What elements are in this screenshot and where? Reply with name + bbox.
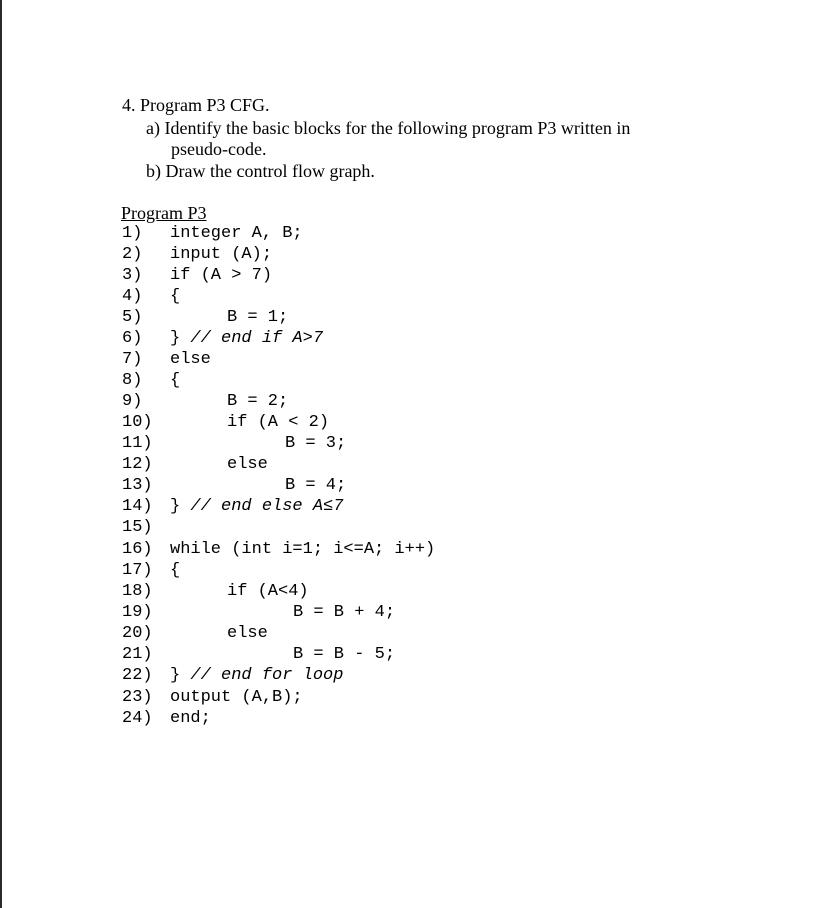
code-text: input (A);	[170, 245, 273, 264]
code-comment: // end for loop	[190, 666, 344, 685]
line-number: 12)	[122, 455, 153, 474]
line-number: 22)	[122, 666, 153, 685]
line-number: 5)	[122, 308, 143, 327]
line-number: 16)	[122, 540, 153, 559]
code-text: output (A,B);	[170, 688, 303, 707]
code-text	[170, 329, 323, 348]
line-number: 24)	[122, 709, 153, 728]
question-title: 4. Program P3 CFG.	[122, 95, 270, 115]
code-text: B = 3;	[285, 434, 347, 453]
line-number: 6)	[122, 329, 143, 348]
code-text: B = 2;	[227, 392, 289, 411]
page-left-edge	[0, 0, 2, 908]
question-part-a-line1: a) Identify the basic blocks for the following program P3 written in	[146, 118, 631, 138]
line-number: 8)	[122, 371, 143, 390]
code-text: integer A, B;	[170, 224, 303, 243]
code-brace: }	[170, 497, 191, 516]
code-text: end;	[170, 709, 211, 728]
code-text: if (A<4)	[227, 582, 309, 601]
code-brace: }	[170, 329, 191, 348]
line-number: 18)	[122, 582, 153, 601]
line-number: 17)	[122, 561, 153, 580]
code-text: while (int i=1; i<=A; i++)	[170, 540, 436, 559]
code-text: else	[227, 455, 268, 474]
code-comment: // end else A≤7	[190, 497, 344, 516]
line-number: 9)	[122, 392, 143, 411]
program-label: Program P3	[121, 203, 207, 223]
code-brace: }	[170, 666, 191, 685]
question-part-b: b) Draw the control flow graph.	[146, 161, 375, 181]
code-text: if (A > 7)	[170, 266, 273, 285]
code-text	[170, 497, 343, 516]
code-text: B = 4;	[285, 476, 347, 495]
line-number: 19)	[122, 603, 153, 622]
code-text: else	[227, 624, 268, 643]
line-number: 15)	[122, 518, 153, 537]
line-number: 10)	[122, 413, 153, 432]
line-number: 11)	[122, 434, 153, 453]
question-part-a-line2: pseudo-code.	[171, 139, 267, 159]
line-number: 21)	[122, 645, 153, 664]
code-text	[170, 666, 343, 685]
line-number: 2)	[122, 245, 143, 264]
line-number: 7)	[122, 350, 143, 369]
code-text: B = 1;	[227, 308, 289, 327]
line-number: 14)	[122, 497, 153, 516]
code-text: else	[170, 350, 211, 369]
line-number: 13)	[122, 476, 153, 495]
line-number: 4)	[122, 287, 143, 306]
code-text: {	[170, 561, 181, 580]
line-number: 1)	[122, 224, 143, 243]
line-number: 3)	[122, 266, 143, 285]
code-text: {	[170, 287, 181, 306]
code-comment: // end if A>7	[190, 329, 324, 348]
code-text: if (A < 2)	[227, 413, 330, 432]
line-number: 20)	[122, 624, 153, 643]
code-text: {	[170, 371, 181, 390]
line-number: 23)	[122, 688, 153, 707]
code-text: B = B - 5;	[293, 645, 396, 664]
code-text: B = B + 4;	[293, 603, 396, 622]
